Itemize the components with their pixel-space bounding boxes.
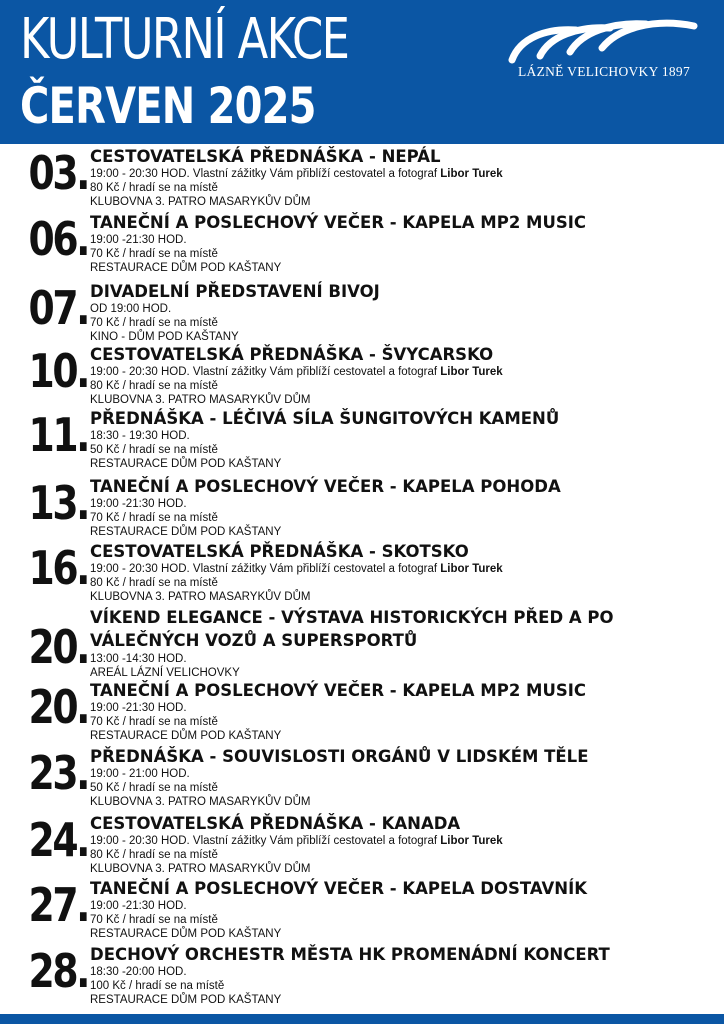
event-place: KLUBOVNA 3. PATRO MASARYKŮV DŮM — [90, 863, 311, 875]
event-day: 20. — [28, 620, 88, 674]
event-title: CESTOVATELSKÁ PŘEDNÁŠKA - ŠVYCARSKO — [90, 345, 494, 364]
event-time: 19:00 - 20:30 HOD. Vlastní zážitky Vám přiblíží cestovatel a fotograf Libor Turek — [90, 563, 503, 575]
event-day: 27. — [28, 878, 88, 932]
event-time: 18:30 - 19:30 HOD. — [90, 430, 190, 442]
event-price: 80 Kč / hradí se na místě — [90, 182, 218, 194]
event-place: AREÁL LÁZNÍ VELICHOVKY — [90, 667, 240, 679]
event-title: PŘEDNÁŠKA - SOUVISLOSTI ORGÁNŮ V LIDSKÉM TĚLE — [90, 747, 589, 766]
event-price: 100 Kč / hradí se na místě — [90, 980, 225, 992]
event-price: 70 Kč / hradí se na místě — [90, 248, 218, 260]
event-day: 16. — [28, 541, 88, 595]
arches-logo-icon — [506, 16, 698, 66]
event-price: 80 Kč / hradí se na místě — [90, 577, 218, 589]
event-day: 13. — [28, 476, 88, 530]
logo-text: LÁZNĚ VELICHOVKY 1897 — [517, 64, 691, 79]
event-time: 19:00 -21:30 HOD. — [90, 234, 187, 246]
event-time: 19:00 -21:30 HOD. — [90, 702, 187, 714]
event-place: RESTAURACE DŮM POD KAŠTANY — [90, 928, 282, 940]
event-title: DECHOVÝ ORCHESTR MĚSTA HK PROMENÁDNÍ KONCERT — [90, 945, 610, 964]
event-place: KLUBOVNA 3. PATRO MASARYKŮV DŮM — [90, 394, 311, 406]
event-title: CESTOVATELSKÁ PŘEDNÁŠKA - SKOTSKO — [90, 542, 469, 561]
spa-logo — [506, 16, 698, 86]
event-day: 10. — [28, 344, 88, 398]
event-speaker: Libor Turek — [440, 563, 503, 575]
event-place: KLUBOVNA 3. PATRO MASARYKŮV DŮM — [90, 796, 311, 808]
event-time: 19:00 -21:30 HOD. — [90, 498, 187, 510]
event-day: 06. — [28, 212, 88, 266]
event-place: RESTAURACE DŮM POD KAŠTANY — [90, 458, 282, 470]
header-banner — [0, 0, 724, 144]
event-speaker: Libor Turek — [440, 835, 503, 847]
event-price: 70 Kč / hradí se na místě — [90, 914, 218, 926]
event-place: RESTAURACE DŮM POD KAŠTANY — [90, 994, 282, 1006]
event-title: CESTOVATELSKÁ PŘEDNÁŠKA - KANADA — [90, 814, 461, 833]
event-title: TANEČNÍ A POSLECHOVÝ VEČER - KAPELA MP2 MUSIC — [90, 681, 586, 700]
event-title: TANEČNÍ A POSLECHOVÝ VEČER - KAPELA MP2 MUSIC — [90, 213, 586, 232]
event-speaker: Libor Turek — [440, 168, 503, 180]
event-price: 70 Kč / hradí se na místě — [90, 716, 218, 728]
event-place: RESTAURACE DŮM POD KAŠTANY — [90, 526, 282, 538]
event-time: 19:00 -21:30 HOD. — [90, 900, 187, 912]
event-time: 19:00 - 20:30 HOD. Vlastní zážitky Vám přiblíží cestovatel a fotograf Libor Turek — [90, 835, 503, 847]
event-price: 80 Kč / hradí se na místě — [90, 849, 218, 861]
event-speaker: Libor Turek — [440, 366, 503, 378]
event-title: DIVADELNÍ PŘEDSTAVENÍ BIVOJ — [90, 282, 380, 301]
event-day: 11. — [28, 408, 88, 462]
event-title: TANEČNÍ A POSLECHOVÝ VEČER - KAPELA POHODA — [90, 477, 561, 496]
page-title: KULTURNÍ AKCE — [20, 7, 349, 72]
event-title: VÍKEND ELEGANCE - VÝSTAVA HISTORICKÝCH PŘED A PO VÁLEČNÝCH VOZŮ A SUPERSPORTŮ — [90, 608, 614, 650]
event-day: 07. — [28, 281, 88, 335]
event-price: 50 Kč / hradí se na místě — [90, 444, 218, 456]
event-title: PŘEDNÁŠKA - LÉČIVÁ SÍLA ŠUNGITOVÝCH KAMENŮ — [90, 409, 560, 428]
event-day: 03. — [28, 146, 88, 200]
event-place: RESTAURACE DŮM POD KAŠTANY — [90, 262, 282, 274]
event-place: RESTAURACE DŮM POD KAŠTANY — [90, 730, 282, 742]
event-title: TANEČNÍ A POSLECHOVÝ VEČER - KAPELA DOSTAVNÍK — [90, 879, 588, 898]
event-time: 19:00 - 20:30 HOD. Vlastní zážitky Vám přiblíží cestovatel a fotograf Libor Turek — [90, 168, 503, 180]
page-subtitle: ČERVEN 2025 — [20, 77, 316, 135]
event-time: 19:00 - 20:30 HOD. Vlastní zážitky Vám přiblíží cestovatel a fotograf Libor Turek — [90, 366, 503, 378]
event-place: KLUBOVNA 3. PATRO MASARYKŮV DŮM — [90, 591, 311, 603]
event-time: 13:00 -14:30 HOD. — [90, 653, 187, 665]
event-price: 70 Kč / hradí se na místě — [90, 512, 218, 524]
event-day: 28. — [28, 944, 88, 998]
event-time: OD 19:00 HOD. — [90, 303, 172, 315]
event-day: 24. — [28, 813, 88, 867]
event-time: 18:30 -20:00 HOD. — [90, 966, 187, 978]
event-price: 80 Kč / hradí se na místě — [90, 380, 218, 392]
event-place: KINO - DŮM POD KAŠTANY — [90, 331, 239, 343]
event-time: 19:00 - 21:00 HOD. — [90, 768, 190, 780]
event-day: 20. — [28, 680, 88, 734]
event-place: KLUBOVNA 3. PATRO MASARYKŮV DŮM — [90, 196, 311, 208]
event-title: CESTOVATELSKÁ PŘEDNÁŠKA - NEPÁL — [90, 147, 441, 166]
event-price: 70 Kč / hradí se na místě — [90, 317, 218, 329]
event-price: 50 Kč / hradí se na místě — [90, 782, 218, 794]
event-day: 23. — [28, 746, 88, 800]
footer-bar — [0, 1014, 724, 1024]
